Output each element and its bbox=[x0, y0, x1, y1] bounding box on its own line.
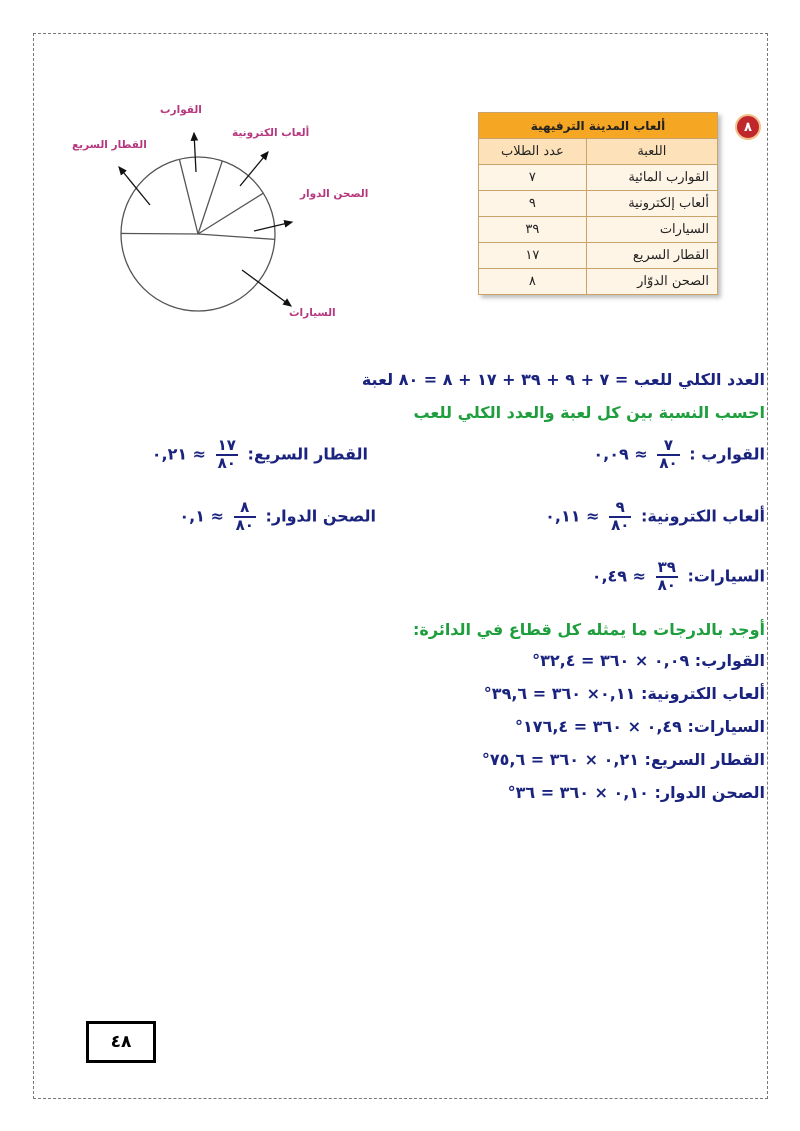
fraction bbox=[216, 438, 238, 472]
cell-game: القطار السريع bbox=[586, 243, 717, 269]
approx-sign: ≈ bbox=[634, 444, 648, 464]
header-game: اللعبة bbox=[586, 139, 717, 165]
numerator: ٩ bbox=[615, 498, 625, 516]
ratio-cars bbox=[592, 560, 765, 594]
pie-radius-train bbox=[121, 233, 198, 234]
ratio-heading: احسب النسبة بين كل لعبة والعدد الكلي للعب bbox=[413, 403, 765, 422]
cell-game: السيارات bbox=[586, 217, 717, 243]
cell-count: ٨ bbox=[479, 269, 587, 295]
pie-label-dish: الصحن الدوار bbox=[300, 188, 369, 200]
fraction bbox=[656, 560, 678, 594]
cell-count: ٣٩ bbox=[479, 217, 587, 243]
ratio-label: القوارب : bbox=[689, 444, 765, 464]
denominator: ٨٠ bbox=[235, 515, 254, 534]
pie-label-train: القطار السريع bbox=[72, 139, 147, 151]
table-title: ألعاب المدينة الترفيهية bbox=[479, 113, 718, 139]
cell-game: ألعاب إلكترونية bbox=[586, 191, 717, 217]
ratio-train bbox=[152, 438, 368, 472]
problem-number-badge: ٨ bbox=[735, 114, 761, 140]
approx-sign: ≈ bbox=[586, 506, 600, 526]
pie-label-electronic: ألعاب الكترونية bbox=[232, 127, 310, 139]
fraction bbox=[609, 500, 631, 534]
fraction bbox=[234, 500, 256, 534]
pie-label-boats: القوارب bbox=[160, 104, 202, 116]
fraction bbox=[657, 438, 679, 472]
ratio-result: ٠,٠٩ bbox=[593, 444, 629, 464]
cell-game: القوارب المائية bbox=[586, 165, 717, 191]
ratio-dish bbox=[179, 500, 376, 534]
denominator: ٨٠ bbox=[659, 453, 678, 472]
ratio-label: الصحن الدوار: bbox=[265, 506, 376, 526]
numerator: ٣٩ bbox=[657, 558, 676, 576]
denominator: ٨٠ bbox=[217, 453, 236, 472]
approx-sign: ≈ bbox=[210, 506, 224, 526]
ratio-result: ٠,٤٩ bbox=[591, 566, 628, 586]
ratio-label: ألعاب الكترونية: bbox=[640, 506, 765, 526]
degree-line: ألعاب الكترونية: ٠,١١× ٣٦٠ = ٣٩,٦° bbox=[483, 684, 765, 703]
degrees-heading: أوجد بالدرجات ما يمثله كل قطاع في الدائرة: bbox=[413, 620, 765, 639]
cell-count: ٩ bbox=[479, 191, 587, 217]
ratio-boats bbox=[593, 438, 765, 472]
degree-line: القوارب: ٠,٠٩ × ٣٦٠ = ٣٢,٤° bbox=[532, 651, 765, 670]
cell-game: الصحن الدوّار bbox=[586, 269, 717, 295]
pie-chart bbox=[0, 0, 800, 340]
denominator: ٨٠ bbox=[657, 575, 676, 594]
ratio-electronic bbox=[545, 500, 765, 534]
ratio-label: القطار السريع: bbox=[247, 444, 368, 464]
numerator: ١٧ bbox=[217, 436, 236, 454]
cell-count: ٧ bbox=[479, 165, 587, 191]
total-line: العدد الكلي للعب = ٧ + ٩ + ٣٩ + ١٧ + ٨ = ٨٠ لعبة bbox=[361, 370, 765, 389]
ratio-result: ٠,١ bbox=[179, 506, 206, 526]
degree-line: السيارات: ٠,٤٩ × ٣٦٠ = ١٧٦,٤° bbox=[515, 717, 765, 736]
denominator: ٨٠ bbox=[611, 515, 630, 534]
approx-sign: ≈ bbox=[192, 444, 207, 464]
approx-sign: ≈ bbox=[632, 566, 647, 586]
degree-line: الصحن الدوار: ٠,١٠ × ٣٦٠ = ٣٦° bbox=[507, 783, 765, 802]
cell-count: ١٧ bbox=[479, 243, 587, 269]
numerator: ٧ bbox=[663, 436, 674, 454]
ratio-result: ٠,١١ bbox=[545, 506, 581, 526]
pie-label-cars: السيارات bbox=[289, 307, 336, 319]
degree-line: القطار السريع: ٠,٢١ × ٣٦٠ = ٧٥,٦° bbox=[481, 750, 765, 769]
page-number: ٤٨ bbox=[86, 1021, 156, 1063]
ratio-result: ٠,٢١ bbox=[151, 444, 188, 464]
ratio-label: السيارات: bbox=[687, 566, 765, 586]
header-count: عدد الطلاب bbox=[479, 139, 587, 165]
numerator: ٨ bbox=[240, 498, 250, 516]
